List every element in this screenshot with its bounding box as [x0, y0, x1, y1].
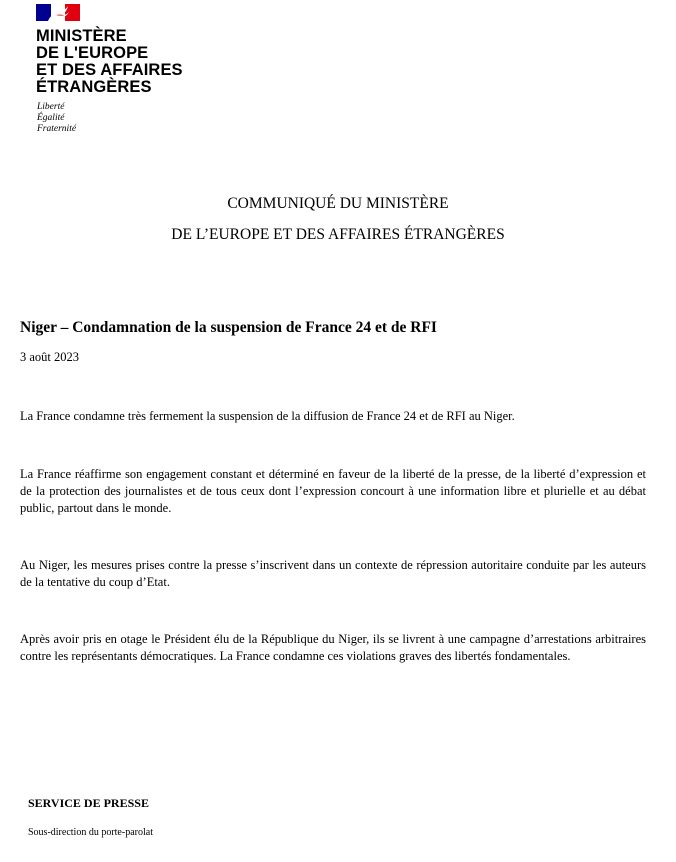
marianne-flag-icon: [36, 4, 80, 21]
ministry-name: [36, 28, 183, 96]
article-paragraph: Après avoir pris en otage le Président élu de la République du Niger, ils se livrent à une campagne d’arrestations arbitraires contre les représentants démocratiques. La France condamne ces violations graves des libertés fondamentales.: [20, 632, 646, 663]
subdirection-label: Sous-direction du porte-parolat: [28, 827, 153, 838]
article-date: 3 août 2023: [20, 350, 80, 364]
ministry-name-line: ÉTRANGÈRES: [36, 78, 152, 96]
ministry-name-line: ET DES AFFAIRES: [36, 61, 183, 79]
article-paragraph: La France réaffirme son engagement constant et déterminé en faveur de la liberté de la presse, de la liberté d’expression et de la protection des journalistes et de tous ceux dont l’expression concourt à une information libre et plurielle et au débat public, partout dans le monde.: [20, 467, 646, 515]
communique-heading-line-1: COMMUNIQUÉ DU MINISTÈRE: [227, 195, 449, 212]
article-title: Niger – Condamnation de la suspension de France 24 et de RFI: [20, 319, 437, 336]
press-service-label: SERVICE DE PRESSE: [28, 796, 149, 810]
communique-heading-line-2: DE L’EUROPE ET DES AFFAIRES ÉTRANGÈRES: [171, 226, 505, 243]
ministry-name-line: DE L'EUROPE: [36, 44, 149, 62]
article-paragraph: Au Niger, les mesures prises contre la presse s’inscrivent dans un contexte de répression autoritaire conduite par les auteurs de la tentative du coup d’Etat.: [20, 558, 646, 589]
motto-line: Liberté: [37, 102, 65, 112]
motto-line: Égalité: [37, 113, 65, 123]
republic-motto: [37, 102, 76, 135]
article-paragraph: La France condamne très fermement la suspension de la diffusion de France 24 et de RFI au Niger.: [20, 409, 515, 423]
motto-line: Fraternité: [37, 124, 77, 134]
ministry-name-line: MINISTÈRE: [36, 27, 127, 45]
